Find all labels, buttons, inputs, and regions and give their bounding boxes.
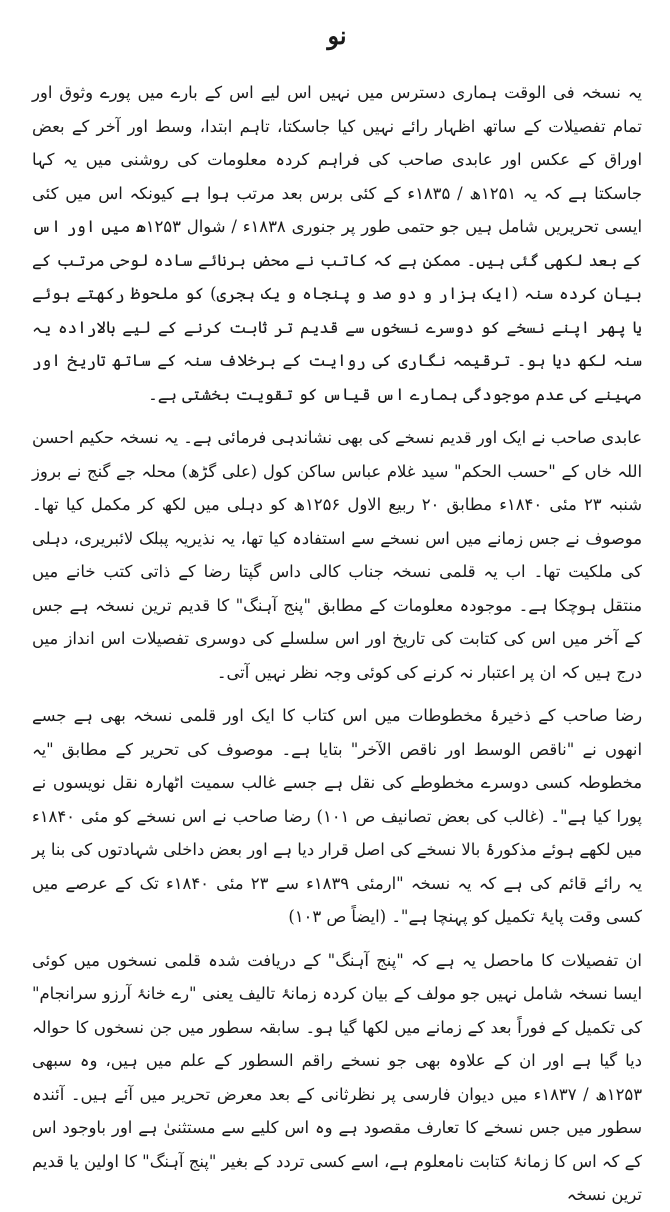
page-number: نو: [327, 21, 347, 50]
paragraph-1: یہ نسخہ فی الوقت ہماری دسترس میں نہیں اس لیے اس کے بارے میں پورے وثوق اور تمام تفصیلات کے ساتھ اظہار رائے نہیں کیا جاسکتا، تاہم ابتدا، وسط اور آخر کے بعض اوراق کے عکس اور عابدی صاحب کی فراہم کردہ معلومات کی روشنی میں یہ کہا جاسکتا ہے کہ یہ ۱۲۵۱ھ / ۱۸۳۵ء کے کئی برس بعد مرتب ہوا ہے کیونکہ اس میں کئی ایسی تحریریں شامل ہیں جو حتمی طور پر جنوری ۱۸۳۸ء / شوال ۱۲۵۳ھ میں اور اس کے بعد لکھی گئی ہیں۔ ممکن ہے کہ کاتب نے محض برنائے سادہ لوحی مرتب کے بیان کردہ سنہ (ایک ہزار و دو صد و پنجاہ و یک ہجری) کو ملحوظ رکھتے ہوئے یا پھر اپنے نسخے کو دوسرے نسخوں سے قدیم تر ثابت کرنے کے لیے بالارادہ یہ سنہ لکھ دیا ہو۔ ترقیمہ نگاری کی روایت کے برخلاف سنہ کے ساتھ تاریخ اور مہینے کی عدم موجودگی ہمارے اس قیاس کو تقویت بخشتی ہے۔: [32, 83, 642, 404]
paragraph-4: ان تفصیلات کا ماحصل یہ ہے کہ "پنج آہنگ" کے دریافت شدہ قلمی نسخوں میں کوئی ایسا نسخہ شامل نہیں جو مولف کے بیان کردہ زمانۂ تالیف یعنی "رے خانۂ آرزو سرانجام" کی تکمیل کے فوراً بعد کے زمانے میں لکھا گیا ہو۔ سابقہ سطور میں جن نسخوں کا حوالہ دیا گیا ہے اور ان کے علاوہ بھی جو نسخے راقم السطور کے علم میں ہیں، وہ سبھی ۱۲۵۳ھ / ۱۸۳۷ء میں دیوان فارسی پر نظرثانی کے بعد معرض تحریر میں آئے ہیں۔ آئندہ سطور میں جس نسخے کا تعارف مقصود ہے وہ اس کلیے سے مستثنیٰ ہے اور باوجود اس کے کہ اس کا زمانۂ کتابت نامعلوم ہے، اسے کسی تردد کے بغیر "پنج آہنگ" کا اولین یا قدیم ترین نسخہ: [32, 950, 643, 1204]
paragraph-2: عابدی صاحب نے ایک اور قدیم نسخے کی بھی نشاندہی فرمائی ہے۔ یہ نسخہ حکیم احسن اللہ خاں کے "حسب الحکم" سید غلام عباس ساکن کول (علی گڑھ) محلہ جے گنج نے بروز شنبہ ۲۳ مئی ۱۸۴۰ء مطابق ۲۰ ربیع الاول ۱۲۵۶ھ کو دہلی میں لکھ کر مکمل کیا تھا۔ موصوف نے جس زمانے میں اس نسخے سے استفادہ کیا تھا، یہ نذیریہ پبلک لائبریری، دہلی کی ملکیت تھا۔ اب یہ قلمی نسخہ جناب کالی داس گپتا رضا کے ذاتی کتب خانے میں منتقل ہوچکا ہے۔ موجودہ معلومات کے مطابق "پنج آہنگ" کا قدیم ترین نسخہ ہے جس کے آخر میں اس کی کتابت کی تاریخ اور اس سلسلے کی دوسری تفصیلات اس انداز میں درج ہیں کہ ان پر اعتبار نہ کرنے کی کوئی وجہ نظر نہیں آتی۔: [32, 428, 642, 682]
paragraph-3: رضا صاحب کے ذخیرۂ مخطوطات میں اس کتاب کا ایک اور قلمی نسخہ بھی ہے جسے انھوں نے "ناقص الوسط اور ناقص الآخر" بتایا ہے۔ موصوف کی تحریر کے مطابق "یہ مخطوطہ کسی دوسرے مخطوطے کی نقل ہے جسے غالب سمیت اٹھارہ نقل نویسوں نے پورا کیا ہے"۔ (غالب کی بعض تصانیف ص ۱۰۱) رضا صاحب نے اس نسخے کو مئی ۱۸۴۰ء میں لکھے ہوئے مذکورۂ بالا نسخے کی اصل قرار دیا ہے اور بعض داخلی شہادتوں کی بنا پر یہ رائے قائم کی ہے کہ یہ نسخہ "ارمئی ۱۸۳۹ء سے ۲۳ مئی ۱۸۴۰ء تک کے عرصے میں کسی وقت پایۂ تکمیل کو پہنچا ہے"۔ (ایضاً ص ۱۰۳): [32, 706, 643, 926]
